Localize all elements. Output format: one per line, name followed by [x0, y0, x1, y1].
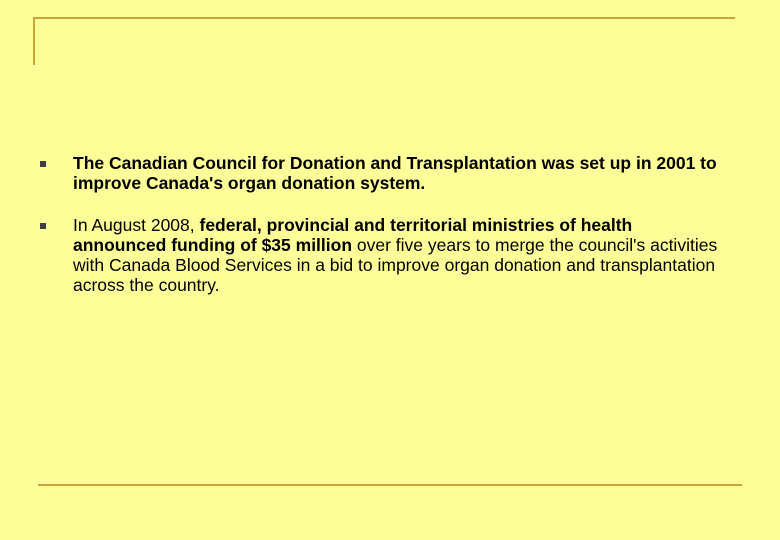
- bullet-square-icon: [40, 223, 46, 229]
- bullet-item-2: [40, 215, 730, 295]
- bullet-square-icon: [40, 161, 46, 167]
- bullet-2-bold-text: federal, provincial and territorial ministries of health announced funding of $35 million: [73, 215, 633, 255]
- frame-top-line: [33, 17, 735, 19]
- frame-bottom-line: [38, 484, 742, 486]
- frame-left-line: [33, 17, 35, 65]
- bullet-1-bold-text: The Canadian Council for Donation and Transplantation was set up in 2001 to improve Canada's organ donation system.: [73, 153, 717, 193]
- slide-body: [40, 153, 730, 317]
- bullet-2-text-before: In August 2008,: [73, 215, 200, 235]
- bullet-2-text-after: over five years to merge the council's activities with Canada Blood Services in a bid to improve organ donation and transplantation across the country.: [73, 235, 718, 295]
- bullet-item-1: [40, 153, 730, 193]
